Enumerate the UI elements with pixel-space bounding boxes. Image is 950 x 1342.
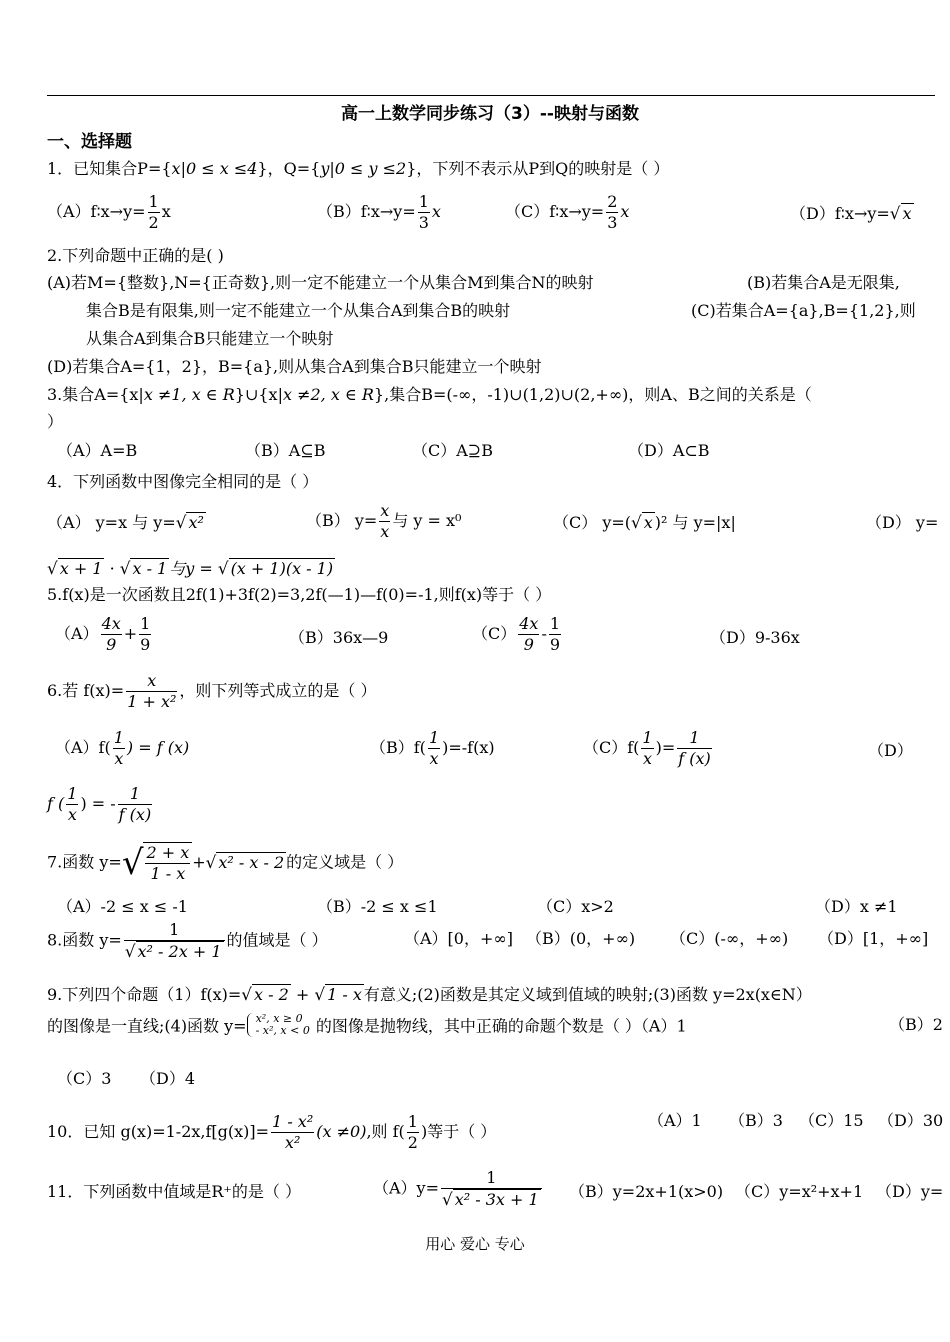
question-2-option-d: (D)若集合A={1，2}，B={a},则从集合A到集合B只能建立一个映射 — [47, 357, 542, 376]
question-8-option-d: （D）[1，+∞] — [818, 929, 929, 948]
question-11-stem: 11．下列函数中值域是R⁺的是（ ） — [47, 1182, 301, 1201]
question-4-option-b: （B） y= $\frac{x}{x}$ 与 y = x⁰ — [306, 501, 462, 541]
question-4-option-c: （C） y=(√ x )² 与 y=|x| — [553, 512, 736, 532]
question-7-option-b: （B）-2 ≤ x ≤1 — [317, 897, 438, 916]
question-3-option-c: （C）A⊇B — [412, 441, 493, 460]
question-6-stem: 6.若 f(x)= $\frac{x}{\text{1 + x²}}$ ，则下列等式成立的是（ ） — [47, 671, 377, 711]
question-1-option-d: （D）f∶x→y=√ x — [790, 203, 912, 223]
question-11-option-d: （D）y= — [876, 1182, 944, 1201]
question-2-option-c-part2: 从集合A到集合B只能建立一个映射 — [86, 329, 334, 348]
question-1-stem: 1．已知集合P={x|0 ≤ x ≤4}，Q={y|0 ≤ y ≤2}，下列不表示从P到Q的映射是（ ） — [47, 159, 670, 178]
question-8-stem: 8.函数 y= $\frac{1}{\text{√ x² - 2x + 1}}$ 的值域是（ ） — [47, 920, 328, 961]
question-1-option-a: （A）f∶x→y= $\frac{1}{2}$ x — [47, 192, 171, 232]
question-7-option-d: （D）x ≠1 — [815, 897, 898, 916]
question-5-stem: 5.f(x)是一次函数且2f(1)+3f(2)=3,2f(—1)—f(0)=-1,则f(x)等于（ ） — [47, 585, 552, 604]
question-2-option-a: (A)若M={整数},N={正奇数},则一定不能建立一个从集合M到集合N的映射 — [47, 273, 594, 292]
question-4-option-d-expression: √ x + 1 · √ x - 1 与y = √ (x + 1)(x - 1) — [47, 558, 334, 578]
question-9-option-c: （C）3 — [57, 1069, 112, 1088]
top-rule — [47, 95, 935, 96]
question-6-option-b: （B）f( $\frac{1}{x}$ )=-f(x) — [370, 728, 495, 768]
question-7-option-c: （C）x>2 — [537, 897, 614, 916]
question-9-line-2: 的图像是一直线;(4)函数 y= x², x ≥ 0 - x², x < 0 的图像是抛物线，其中正确的命题个数是（ ）（A）1 — [47, 1012, 687, 1037]
question-11-option-a: （A）y= $\frac{1}{\text{√ x² - 3x + 1}}$ — [373, 1168, 544, 1210]
question-4-option-d-label: （D） y= — [866, 513, 939, 532]
question-10-option-c: （C）15 — [799, 1111, 864, 1130]
question-7-option-a: （A）-2 ≤ x ≤ -1 — [57, 897, 188, 916]
question-3-stem: 3.集合A={x|x ≠1, x ∈ R}∪{x|x ≠2, x ∈ R},集合B=(-∞，-1)∪(1,2)∪(2,+∞)，则A、B之间的关系是（ — [47, 385, 812, 404]
question-4-option-a: （A） y=x 与 y=√ x² — [47, 512, 204, 532]
question-5-option-d: （D）9-36x — [710, 628, 800, 647]
question-1-option-c: （C）f∶x→y= $\frac{2}{3}$ x — [505, 192, 630, 232]
page-footer: 用心 爱心 专心 — [425, 1235, 525, 1253]
question-11-option-c: （C）y=x²+x+1 — [735, 1182, 864, 1201]
question-3-stem-end: ） — [47, 412, 64, 431]
question-2-stem: 2.下列命题中正确的是( ) — [47, 246, 224, 265]
question-2-option-b-part1: (B)若集合A是无限集, — [747, 273, 900, 292]
question-6-option-c: （C）f( $\frac{1}{x}$ )= $\frac{1}{f (x)}$ — [583, 728, 711, 768]
piecewise-definition: x², x ≥ 0 - x², x < 0 — [247, 1013, 310, 1037]
question-7-stem: 7.函数 y=√ $\frac{2 + x}{1 - x}$ +√ x² - x - 2 的定义域是（ ） — [47, 843, 404, 883]
question-4-stem: 4．下列函数中图像完全相同的是（ ） — [47, 472, 319, 491]
question-10-stem: 10．已知 g(x)=1-2x,f[g(x)]= $\frac{\text{1 - x²}}{\text{x²}}$ (x ≠0),则 f( $\frac{1}{2}$ )等于（ ） — [47, 1112, 497, 1152]
question-6-option-a: （A）f( $\frac{1}{x}$ ) = f (x) — [55, 728, 190, 768]
question-3-option-b: （B）A⊆B — [245, 441, 326, 460]
question-10-option-d: （D）30 — [878, 1111, 944, 1130]
question-6-option-d-label: （D） — [868, 741, 913, 760]
question-8-option-a: （A）[0，+∞] — [404, 929, 513, 948]
question-9-option-d: （D）4 — [140, 1069, 196, 1088]
question-5-option-b: （B）36x—9 — [289, 628, 389, 647]
question-8-option-b: （B）(0，+∞) — [526, 929, 636, 948]
question-1-option-b: （B）f∶x→y= $\frac{1}{3}$ x — [317, 192, 441, 232]
question-2-option-b-part2: 集合B是有限集,则一定不能建立一个从集合A到集合B的映射 — [86, 301, 511, 320]
question-11-option-b: （B）y=2x+1(x>0) — [569, 1182, 724, 1201]
question-8-option-c: （C）(-∞，+∞) — [670, 929, 789, 948]
question-2-option-c-part1: (C)若集合A={a},B={1,2},则 — [691, 301, 916, 320]
question-5-option-a: （A） $\frac{4x}{9}$ + $\frac{1}{9}$ — [55, 614, 151, 654]
question-10-option-b: （B）3 — [729, 1111, 783, 1130]
question-3-option-d: （D）A⊂B — [628, 441, 710, 460]
question-9-option-b: （B）2 — [889, 1015, 943, 1034]
question-6-option-d-expression: f ( $\frac{1}{x}$ ) = - $\frac{1}{f (x)}$ — [47, 784, 152, 824]
page-title: 高一上数学同步练习（3）--映射与函数 — [341, 104, 639, 124]
question-5-option-c: （C） $\frac{4x}{9}$ - $\frac{1}{9}$ — [472, 614, 561, 654]
question-3-option-a: （A）A=B — [57, 441, 138, 460]
question-10-option-a: （A）1 — [648, 1111, 702, 1130]
section-heading: 一、选择题 — [47, 132, 132, 152]
question-9-stem: 9.下列四个命题（1）f(x)=√ x - 2 + √ 1 - x 有意义;(2)函数是其定义域到值域的映射;(3)函数 y=2x(x∈N） — [47, 984, 812, 1004]
